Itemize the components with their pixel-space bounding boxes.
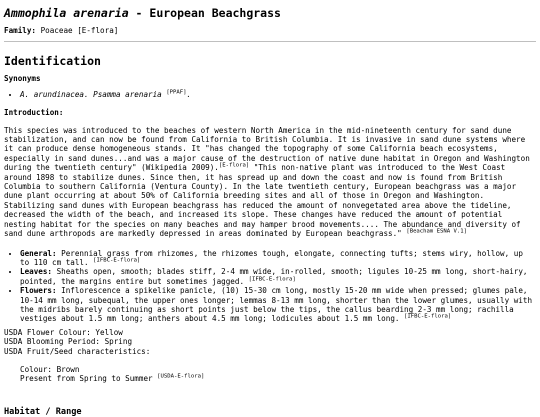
synonym-tail: . bbox=[186, 89, 192, 99]
section-heading-habitat: Habitat / Range bbox=[4, 406, 82, 417]
description-list bbox=[4, 249, 536, 324]
synonyms-heading: Synonyms bbox=[4, 74, 41, 84]
intro-citation-2: [Beacham ESNA V.1] bbox=[406, 228, 467, 235]
family-value: Poaceae bbox=[40, 26, 73, 35]
usda-present-text: Present from Spring to Summer bbox=[20, 374, 153, 384]
page-title bbox=[4, 6, 536, 20]
family-citation: [E-flora] bbox=[77, 26, 119, 35]
description-text: Sheaths open, smooth; blades stiff, 2-4 mm wide, in-rolled, smooth; ligules 10-25 mm long, short-hairy, pointed, the margins entire but sometimes jagged. bbox=[20, 267, 528, 286]
synonym-citation: [PPAF] bbox=[166, 89, 187, 96]
intro-text-1: This species was introduced to the beaches of western North America in the mid-nineteenth century for sand dune stabilization, and can now be found from California to British Columbia. It is invasive in sand dune systems where it can produce dense homogeneous stands. It "has changed the topography of some California beach ecosystems, especially in sand dunes...and was a major cause of the destruction of native dune habitat in Oregon and Washington during the twentieth century" (Wikipedia 2009). bbox=[4, 125, 530, 173]
title-separator: - bbox=[128, 6, 150, 20]
usda-seed-present bbox=[4, 374, 536, 383]
description-item-flowers bbox=[20, 286, 536, 324]
section-heading-identification: Identification bbox=[4, 54, 101, 69]
common-name: European Beachgrass bbox=[149, 6, 281, 20]
scientific-name: Ammophila arenaria bbox=[4, 6, 129, 20]
description-label: Flowers: bbox=[20, 286, 57, 296]
family-line bbox=[4, 26, 536, 35]
description-item-general bbox=[20, 249, 536, 268]
description-text: Perennial grass from rhizomes, the rhizomes tough, elongate, connecting tufts; stems wiry, hollow, up to 110 cm tall. bbox=[20, 248, 523, 267]
family-label: Family: bbox=[4, 26, 37, 35]
synonym-item bbox=[20, 90, 536, 99]
description-label: Leaves: bbox=[20, 267, 53, 277]
usda-citation: [USDA-E-flora] bbox=[157, 373, 205, 380]
divider bbox=[4, 41, 536, 42]
description-label: General: bbox=[20, 248, 57, 258]
description-text: Inflorescence a spikelike panicle, (10) 15-30 cm long, mostly 15-20 mm wide when pressed; glumes pale, 10-14 mm long, subequal, the upper ones longer; lemmas 8-13 mm long, shorter than the lower glumes, usually with the midribs barely continuing as short points just below the tips, the callus bearding 2-3 mm long; rachilla vestiges about 1.5 mm long; anthers about 4.5 mm long; lodicules about 1.5 mm long. bbox=[20, 286, 533, 324]
description-citation: [IFBC-E-flora] bbox=[248, 276, 296, 283]
introduction-heading: Introduction: bbox=[4, 108, 64, 118]
introduction-paragraph bbox=[4, 126, 536, 239]
intro-citation-1: [E-flora] bbox=[218, 162, 250, 169]
description-citation: [IFBC-E-flora] bbox=[93, 257, 141, 264]
description-citation: [IFBC-E-flora] bbox=[404, 313, 452, 320]
synonyms-list bbox=[4, 90, 536, 99]
intro-text-2: "This non-native plant was introduced to the West Coast around 1898 to stabilize dunes. Since then, it has spread up and down the coast and now is found from British Columbia to southern California (Ventura County). In the late twentieth century, European beachgrass was a major dune plant occurring at about 50% of California breeding sites and all of those in Oregon and Washington. Stabilizing sand dunes with European beachgrass has reduced the amount of nonvegetated area above the tideline, decreased the width of the beach, and increased its slope. These changes have reduced the amount of potential nesting habitat for the species on many beaches and may hamper brood movements.... The abundance and diversity of sand dune arthropods are markedly depressed in areas dominated by European beachgrass." bbox=[4, 163, 521, 239]
usda-flower-colour: USDA Flower Colour: Yellow bbox=[4, 327, 123, 337]
description-item-leaves bbox=[20, 267, 536, 286]
synonym-text: A. arundinacea. Psamma arenaria bbox=[20, 89, 162, 99]
usda-seed-colour: Colour: Brown bbox=[20, 364, 80, 374]
usda-blooming-period: USDA Blooming Period: Spring bbox=[4, 337, 133, 347]
usda-fruit-seed: USDA Fruit/Seed characteristics: bbox=[4, 346, 151, 356]
